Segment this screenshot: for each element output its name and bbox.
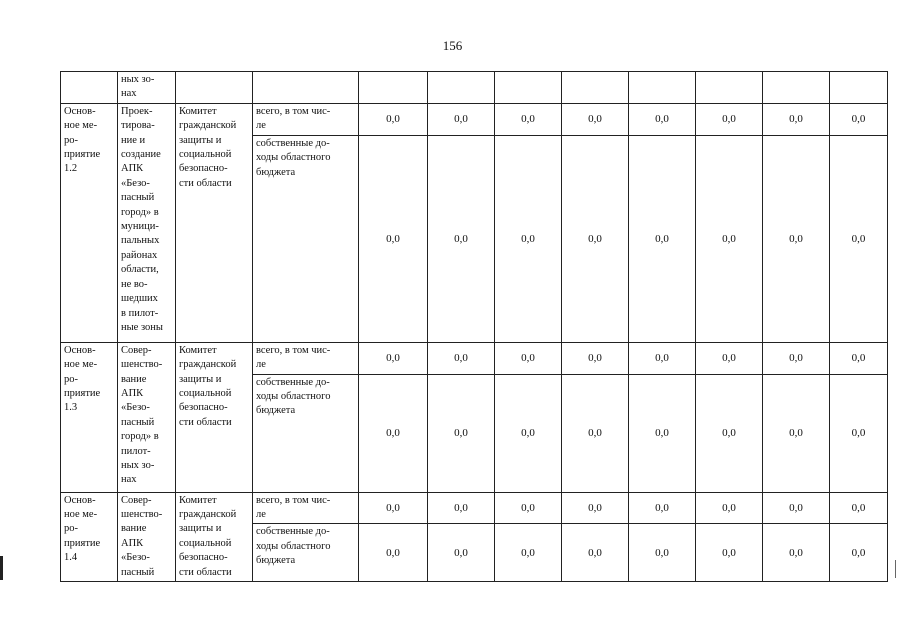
value-cell: [763, 72, 830, 104]
value-cell: 0,0: [830, 492, 888, 524]
value-cell: 0,0: [696, 103, 763, 135]
value-cell: 0,0: [359, 524, 428, 582]
measure-name-cell: Проек- тирова- ние и создание АПК «Безо- пасный город» в муници- пальных районах области, не во- шедших в пилот- ные зоны: [118, 103, 176, 342]
value-cell: 0,0: [562, 492, 629, 524]
measure-name-cell: Совер- шенство- вание АПК «Безо- пасный: [118, 492, 176, 582]
executor-cell: [176, 72, 253, 104]
funding-source-cell: собственные до- ходы областного бюджета: [253, 135, 359, 342]
funding-source-cell: всего, в том чис- ле: [253, 492, 359, 524]
value-cell: 0,0: [359, 103, 428, 135]
value-cell: [495, 72, 562, 104]
value-cell: 0,0: [562, 524, 629, 582]
value-cell: 0,0: [562, 374, 629, 492]
value-cell: 0,0: [428, 342, 495, 374]
funding-source-cell: собственные до- ходы областного бюджета: [253, 524, 359, 582]
value-cell: 0,0: [495, 342, 562, 374]
value-cell: 0,0: [428, 492, 495, 524]
value-cell: [428, 72, 495, 104]
value-cell: 0,0: [696, 524, 763, 582]
table-row: [61, 492, 888, 524]
value-cell: 0,0: [629, 524, 696, 582]
value-cell: 0,0: [359, 342, 428, 374]
executor-cell: Комитет гражданской защиты и социальной безопасно- сти области: [176, 342, 253, 492]
measure-name-cell: ных зо- нах: [118, 72, 176, 104]
value-cell: 0,0: [428, 374, 495, 492]
value-cell: 0,0: [629, 103, 696, 135]
value-cell: 0,0: [495, 135, 562, 342]
carry-over-row: [61, 72, 888, 104]
value-cell: 0,0: [763, 342, 830, 374]
table-row: [61, 342, 888, 374]
value-cell: 0,0: [830, 135, 888, 342]
value-cell: [830, 72, 888, 104]
value-cell: 0,0: [359, 374, 428, 492]
value-cell: 0,0: [830, 342, 888, 374]
value-cell: 0,0: [562, 342, 629, 374]
value-cell: 0,0: [359, 492, 428, 524]
value-cell: [696, 72, 763, 104]
measure-cell: Основ- ное ме- ро- приятие 1.2: [61, 103, 118, 342]
value-cell: 0,0: [763, 524, 830, 582]
value-cell: 0,0: [629, 135, 696, 342]
value-cell: 0,0: [359, 135, 428, 342]
value-cell: 0,0: [763, 103, 830, 135]
value-cell: 0,0: [562, 135, 629, 342]
value-cell: 0,0: [495, 492, 562, 524]
executor-cell: Комитет гражданской защиты и социальной безопасно- сти области: [176, 103, 253, 342]
value-cell: 0,0: [763, 492, 830, 524]
value-cell: 0,0: [428, 524, 495, 582]
value-cell: 0,0: [830, 524, 888, 582]
value-cell: 0,0: [696, 374, 763, 492]
page-number: 156: [442, 38, 463, 53]
funding-source-cell: всего, в том чис- ле: [253, 342, 359, 374]
table-row: [61, 103, 888, 135]
scan-edge-mark: [895, 560, 896, 578]
value-cell: 0,0: [830, 374, 888, 492]
value-cell: 0,0: [428, 103, 495, 135]
value-cell: 0,0: [495, 374, 562, 492]
measure-cell: Основ- ное ме- ро- приятие 1.4: [61, 492, 118, 582]
value-cell: 0,0: [629, 374, 696, 492]
measure-name-cell: Совер- шенство- вание АПК «Безо- пасный город» в пилот- ных зо- нах: [118, 342, 176, 492]
value-cell: 0,0: [562, 103, 629, 135]
value-cell: 0,0: [495, 103, 562, 135]
value-cell: [359, 72, 428, 104]
value-cell: 0,0: [830, 103, 888, 135]
funding-source-cell: [253, 72, 359, 104]
scan-edge-mark: [0, 556, 3, 580]
value-cell: [562, 72, 629, 104]
budget-table: [60, 71, 888, 582]
funding-source-cell: собственные до- ходы областного бюджета: [253, 374, 359, 492]
value-cell: 0,0: [629, 492, 696, 524]
value-cell: 0,0: [629, 342, 696, 374]
value-cell: 0,0: [696, 135, 763, 342]
value-cell: 0,0: [495, 524, 562, 582]
value-cell: 0,0: [696, 342, 763, 374]
value-cell: [629, 72, 696, 104]
measure-cell: [61, 72, 118, 104]
executor-cell: Комитет гражданской защиты и социальной безопасно- сти области: [176, 492, 253, 582]
value-cell: 0,0: [428, 135, 495, 342]
measure-cell: Основ- ное ме- ро- приятие 1.3: [61, 342, 118, 492]
funding-source-cell: всего, в том чис- ле: [253, 103, 359, 135]
value-cell: 0,0: [763, 374, 830, 492]
value-cell: 0,0: [696, 492, 763, 524]
value-cell: 0,0: [763, 135, 830, 342]
